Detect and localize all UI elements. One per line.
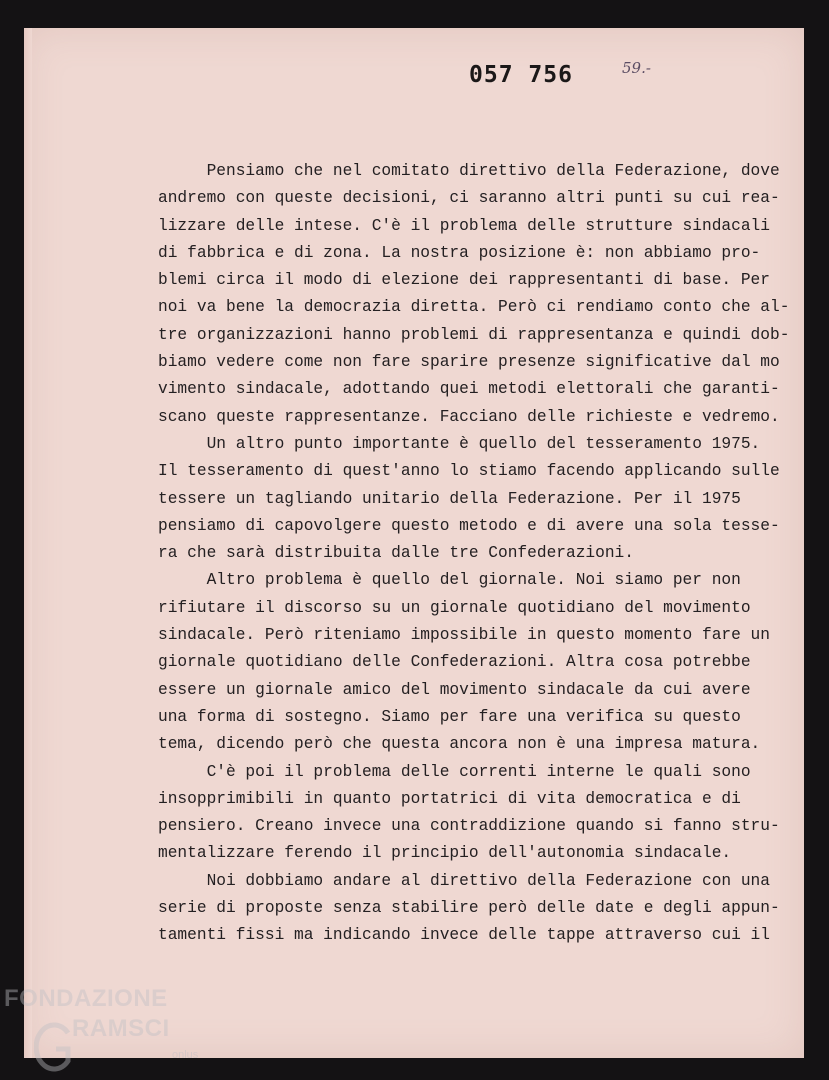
text-line: tema, dicendo però che questa ancora non è una impresa matura. xyxy=(158,735,761,754)
text-line: serie di proposte senza stabilire però delle date e degli appun- xyxy=(158,899,780,918)
text-line: Pensiamo che nel comitato direttivo della Federazione, dove xyxy=(158,162,780,180)
document-body xyxy=(158,158,798,950)
text-line: Noi dobbiamo andare al direttivo della Federazione con una xyxy=(158,871,770,890)
document-number: 057 756 xyxy=(469,62,573,88)
text-line: una forma di sostegno. Siamo per fare una verifica su questo xyxy=(158,707,741,726)
watermark-onlus: onlus xyxy=(172,1049,199,1061)
text-line: blemi circa il modo di elezione dei rappresentanti di base. Per xyxy=(158,271,770,290)
text-line: mentalizzare ferendo il principio dell'autonomia sindacale. xyxy=(158,844,732,863)
text-line: tessere un tagliando unitario della Federazione. Per il 1975 xyxy=(158,489,741,508)
text-line: lizzare delle intese. C'è il problema delle strutture sindacali xyxy=(158,216,770,235)
text-line: insopprimibili in quanto portatrici di vita democratica e di xyxy=(158,789,741,808)
text-line: C'è poi il problema delle correnti interne le quali sono xyxy=(158,762,751,781)
document-page xyxy=(24,28,804,1058)
text-line: rifiutare il discorso su un giornale quotidiano del movimento xyxy=(158,598,751,617)
text-line: Il tesseramento di quest'anno lo stiamo facendo applicando sulle xyxy=(158,462,780,481)
text-line: pensiamo di capovolgere questo metodo e di avere una sola tesse- xyxy=(158,516,780,535)
text-line: tre organizzazioni hanno problemi di rappresentanza e quindi dob- xyxy=(158,325,790,344)
text-line: giornale quotidiano delle Confederazioni. Altra cosa potrebbe xyxy=(158,653,751,672)
text-line: Altro problema è quello del giornale. Noi siamo per non xyxy=(158,571,741,590)
watermark-title: FONDAZIONE xyxy=(4,985,168,1012)
text-line: tamenti fissi ma indicando invece delle tappe attraverso cui il xyxy=(158,926,770,945)
handwritten-page-number: 59.- xyxy=(622,59,651,77)
text-line: pensiero. Creano invece una contraddizione quando si fanno stru- xyxy=(158,817,780,836)
text-line: sindacale. Però riteniamo impossibile in questo momento fare un xyxy=(158,626,770,645)
text-line: Un altro punto importante è quello del tesseramento 1975. xyxy=(158,434,761,453)
page-edge xyxy=(24,28,32,1058)
text-line: biamo vedere come non fare sparire presenze significative dal mo xyxy=(158,353,780,372)
text-line: essere un giornale amico del movimento sindacale da cui avere xyxy=(158,680,751,699)
text-line: andremo con queste decisioni, ci saranno altri punti su cui rea- xyxy=(158,189,780,208)
text-line: scano queste rappresentanze. Facciano delle richieste e vedremo. xyxy=(158,407,780,426)
text-line: ra che sarà distribuita dalle tre Confederazioni. xyxy=(158,544,634,563)
watermark-subtitle: RAMSCI xyxy=(72,1015,170,1042)
text-line: vimento sindacale, adottando quei metodi elettorali che garanti- xyxy=(158,380,780,399)
text-line: noi va bene la democrazia diretta. Però ci rendiamo conto che al- xyxy=(158,298,790,317)
text-line: di fabbrica e di zona. La nostra posizione è: non abbiamo pro- xyxy=(158,243,761,262)
